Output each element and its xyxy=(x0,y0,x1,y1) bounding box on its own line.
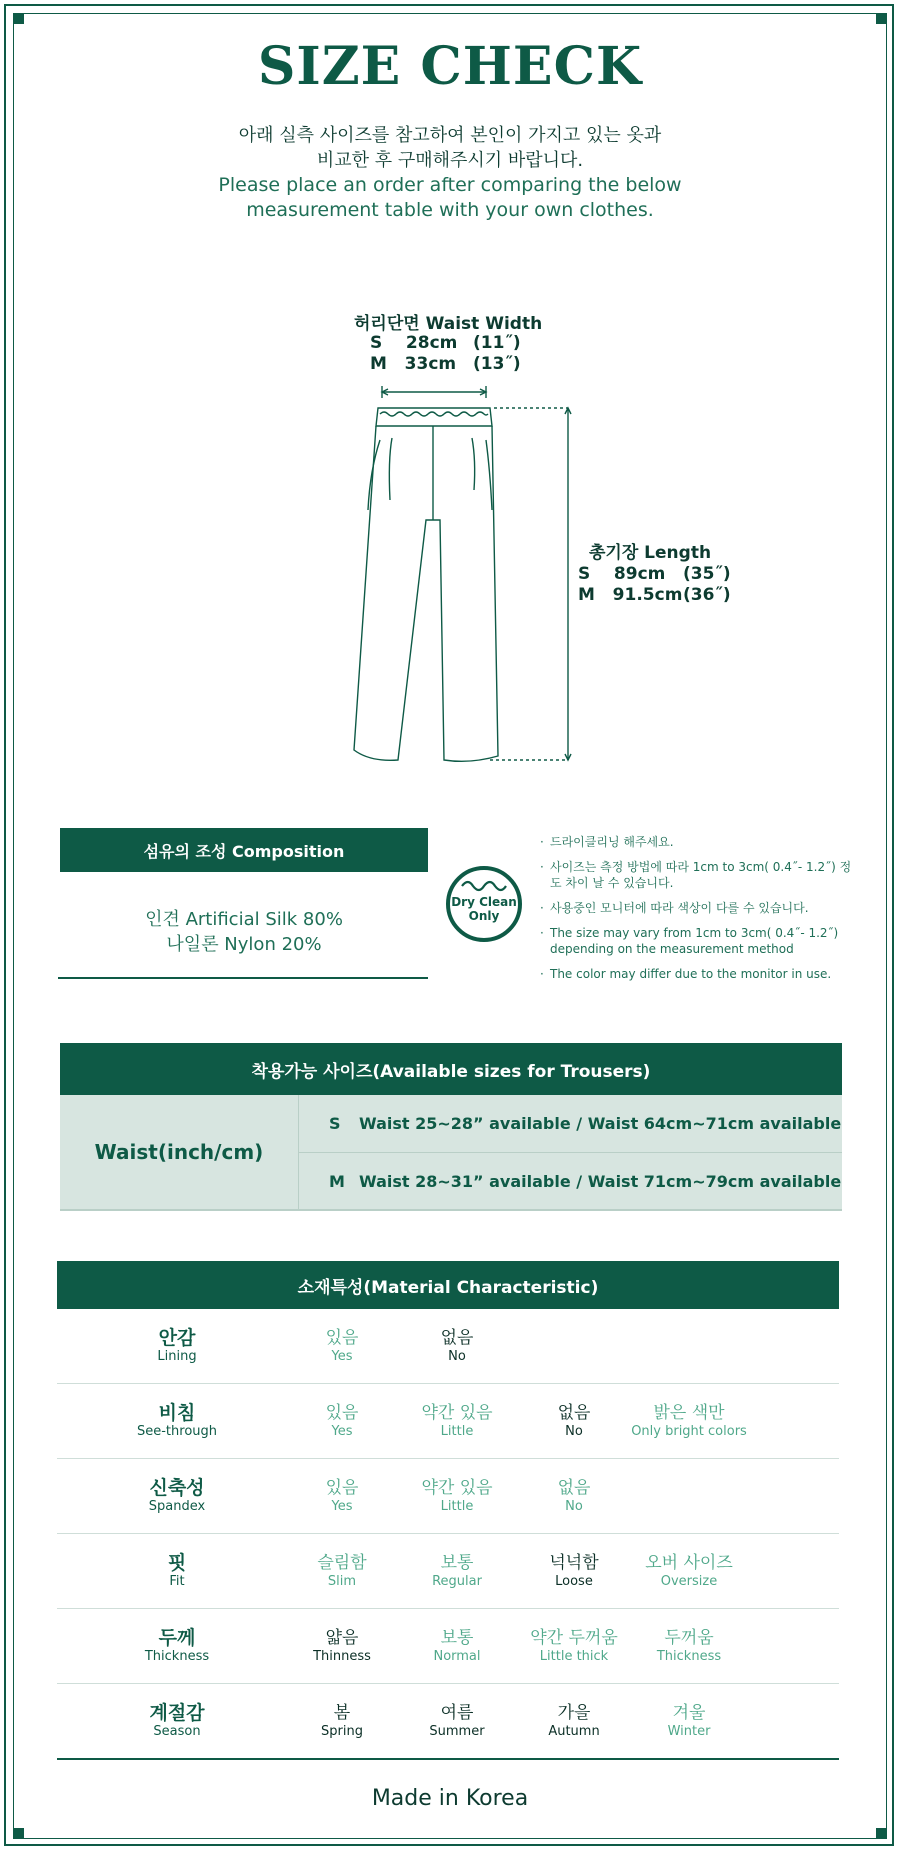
material-row xyxy=(57,1309,839,1384)
size-code: S xyxy=(329,1113,341,1133)
label-en: Season xyxy=(153,1724,201,1739)
sizes-label: Waist(inch/cm) xyxy=(60,1095,299,1209)
label-en: Lining xyxy=(157,1349,197,1364)
material-option xyxy=(397,1627,517,1665)
material-option xyxy=(282,1702,402,1740)
note-item: · 사이즈는 측정 방법에 따라 1cm to 3cm( 0.4˝- 1.2˝) 정도 차이 날 수 있습니다. xyxy=(540,859,860,891)
option-ko: 넉넉함 xyxy=(549,1553,599,1573)
option-en: Winter xyxy=(667,1724,711,1739)
waist-title: 허리단면 Waist Width xyxy=(354,314,543,334)
material-row-label xyxy=(127,1477,227,1515)
option-ko: 봄 xyxy=(333,1703,351,1723)
corner-mark xyxy=(14,1828,24,1838)
material-row xyxy=(57,1459,839,1534)
divider xyxy=(58,977,428,979)
option-en: Only bright colors xyxy=(631,1424,747,1439)
size-row xyxy=(299,1095,842,1151)
length-s: S 89cm xyxy=(578,564,666,584)
footer-made-in: Made in Korea xyxy=(371,1786,529,1811)
waist-s: S 28cm xyxy=(370,333,458,353)
label-ko: 신축성 xyxy=(149,1477,205,1499)
material-option xyxy=(282,1627,402,1665)
material-row xyxy=(57,1609,839,1684)
material-option xyxy=(629,1552,749,1590)
material-option xyxy=(397,1702,517,1740)
option-en: Spring xyxy=(321,1724,363,1739)
material-row xyxy=(57,1384,839,1459)
note-item: · The color may differ due to the monitor in use. xyxy=(540,966,860,982)
option-ko: 얇음 xyxy=(325,1628,359,1648)
option-ko: 있음 xyxy=(325,1328,359,1348)
size-text: Waist 28~31” available / Waist 71cm~79cm available xyxy=(359,1171,842,1191)
note-item: · The size may vary from 1cm to 3cm( 0.4˝- 1.2˝) depending on the measurement method xyxy=(540,925,860,957)
option-ko: 있음 xyxy=(325,1478,359,1498)
size-text: Waist 25~28” available / Waist 64cm~71cm available xyxy=(359,1113,842,1133)
waist-m: M 33cm xyxy=(370,354,457,374)
waist-m-inch: (13˝) xyxy=(473,354,521,374)
option-en: Regular xyxy=(432,1574,482,1589)
label-en: Fit xyxy=(169,1574,185,1589)
option-en: Yes xyxy=(331,1424,353,1439)
sizes-header: 착용가능 사이즈(Available sizes for Trousers) xyxy=(60,1043,842,1095)
option-ko: 없음 xyxy=(557,1403,591,1423)
label-ko: 계절감 xyxy=(149,1702,205,1724)
option-en: Normal xyxy=(433,1649,481,1664)
option-en: Loose xyxy=(555,1574,593,1589)
option-en: Slim xyxy=(327,1574,357,1589)
composition-header: 섬유의 조성 Composition xyxy=(60,828,428,872)
material-option xyxy=(514,1477,634,1515)
option-en: Little thick xyxy=(539,1649,609,1664)
option-en: No xyxy=(565,1499,583,1514)
option-ko: 약간 있음 xyxy=(421,1403,493,1423)
material-option xyxy=(514,1552,634,1590)
material-row xyxy=(57,1534,839,1609)
label-ko: 비침 xyxy=(158,1402,196,1424)
material-option xyxy=(629,1702,749,1740)
material-option xyxy=(282,1477,402,1515)
length-title: 총기장 Length xyxy=(589,543,712,563)
care-notes xyxy=(540,834,860,991)
option-ko: 있음 xyxy=(325,1403,359,1423)
option-en: Oversize xyxy=(660,1574,718,1589)
composition-line1: 인견 Artificial Silk 80% xyxy=(145,909,343,930)
option-ko: 약간 두꺼움 xyxy=(530,1628,618,1648)
corner-mark xyxy=(876,14,886,24)
material-option xyxy=(282,1402,402,1440)
material-option xyxy=(397,1477,517,1515)
option-en: Autumn xyxy=(548,1724,600,1739)
option-ko: 없음 xyxy=(557,1478,591,1498)
label-en: Spandex xyxy=(148,1499,206,1514)
label-ko: 두께 xyxy=(158,1627,196,1649)
material-option xyxy=(397,1327,517,1365)
dry-clean-line2: Only xyxy=(468,909,500,923)
dry-clean-line1: Dry Clean xyxy=(451,895,517,909)
sizes-table xyxy=(60,1095,842,1211)
material-option xyxy=(629,1627,749,1665)
option-en: Yes xyxy=(331,1499,353,1514)
material-option xyxy=(629,1402,749,1440)
length-m-inch: (36˝) xyxy=(683,585,731,605)
option-ko: 두꺼움 xyxy=(664,1628,714,1648)
note-item: · 사용중인 모니터에 따라 색상이 다를 수 있습니다. xyxy=(540,900,860,916)
option-en: Little xyxy=(440,1424,474,1439)
page-title: SIZE CHECK xyxy=(257,36,643,97)
length-m: M 91.5cm xyxy=(578,585,683,605)
material-option xyxy=(397,1402,517,1440)
composition-line2: 나일론 Nylon 20% xyxy=(166,934,322,955)
material-option xyxy=(514,1627,634,1665)
trousers-illustration xyxy=(340,380,590,770)
dry-clean-icon xyxy=(446,866,522,942)
material-row-label xyxy=(127,1702,227,1740)
material-option xyxy=(514,1702,634,1740)
material-row-label xyxy=(127,1327,227,1365)
option-ko: 보통 xyxy=(440,1628,474,1648)
option-ko: 슬림함 xyxy=(317,1553,367,1573)
size-row xyxy=(299,1153,842,1209)
option-en: Thinness xyxy=(313,1649,371,1664)
option-en: Yes xyxy=(331,1349,353,1364)
intro-ko-line2: 비교한 후 구매해주시기 바랍니다. xyxy=(316,150,584,171)
corner-mark xyxy=(14,14,24,24)
material-header: 소재특성(Material Characteristic) xyxy=(57,1261,839,1309)
option-ko: 밝은 색만 xyxy=(653,1403,725,1423)
option-en: Little xyxy=(440,1499,474,1514)
material-row xyxy=(57,1684,839,1760)
material-row-label xyxy=(127,1627,227,1665)
material-row-label xyxy=(127,1402,227,1440)
material-option xyxy=(282,1552,402,1590)
option-ko: 보통 xyxy=(440,1553,474,1573)
label-en: Thickness xyxy=(144,1649,210,1664)
size-code: M xyxy=(329,1171,345,1191)
length-s-inch: (35˝) xyxy=(683,564,731,584)
intro-en-line2: measurement table with your own clothes. xyxy=(246,199,654,221)
waist-s-inch: (11˝) xyxy=(473,333,521,353)
option-ko: 가을 xyxy=(557,1703,591,1723)
corner-mark xyxy=(876,1828,886,1838)
option-ko: 오버 사이즈 xyxy=(645,1553,733,1573)
label-ko: 핏 xyxy=(167,1552,187,1574)
option-en: Summer xyxy=(429,1724,485,1739)
option-ko: 여름 xyxy=(440,1703,474,1723)
material-row-label xyxy=(127,1552,227,1590)
option-ko: 약간 있음 xyxy=(421,1478,493,1498)
option-ko: 겨울 xyxy=(672,1703,706,1723)
option-en: No xyxy=(565,1424,583,1439)
label-en: See-through xyxy=(136,1424,218,1439)
material-option xyxy=(397,1552,517,1590)
intro-en-line1: Please place an order after comparing the below xyxy=(218,174,682,196)
material-option xyxy=(282,1327,402,1365)
option-en: Thickness xyxy=(656,1649,722,1664)
option-ko: 없음 xyxy=(440,1328,474,1348)
intro-ko-line1: 아래 실측 사이즈를 참고하여 본인이 가지고 있는 옷과 xyxy=(238,125,662,146)
option-en: No xyxy=(448,1349,466,1364)
note-item: · 드라이클리닝 해주세요. xyxy=(540,834,860,850)
label-ko: 안감 xyxy=(158,1327,196,1349)
material-option xyxy=(514,1402,634,1440)
